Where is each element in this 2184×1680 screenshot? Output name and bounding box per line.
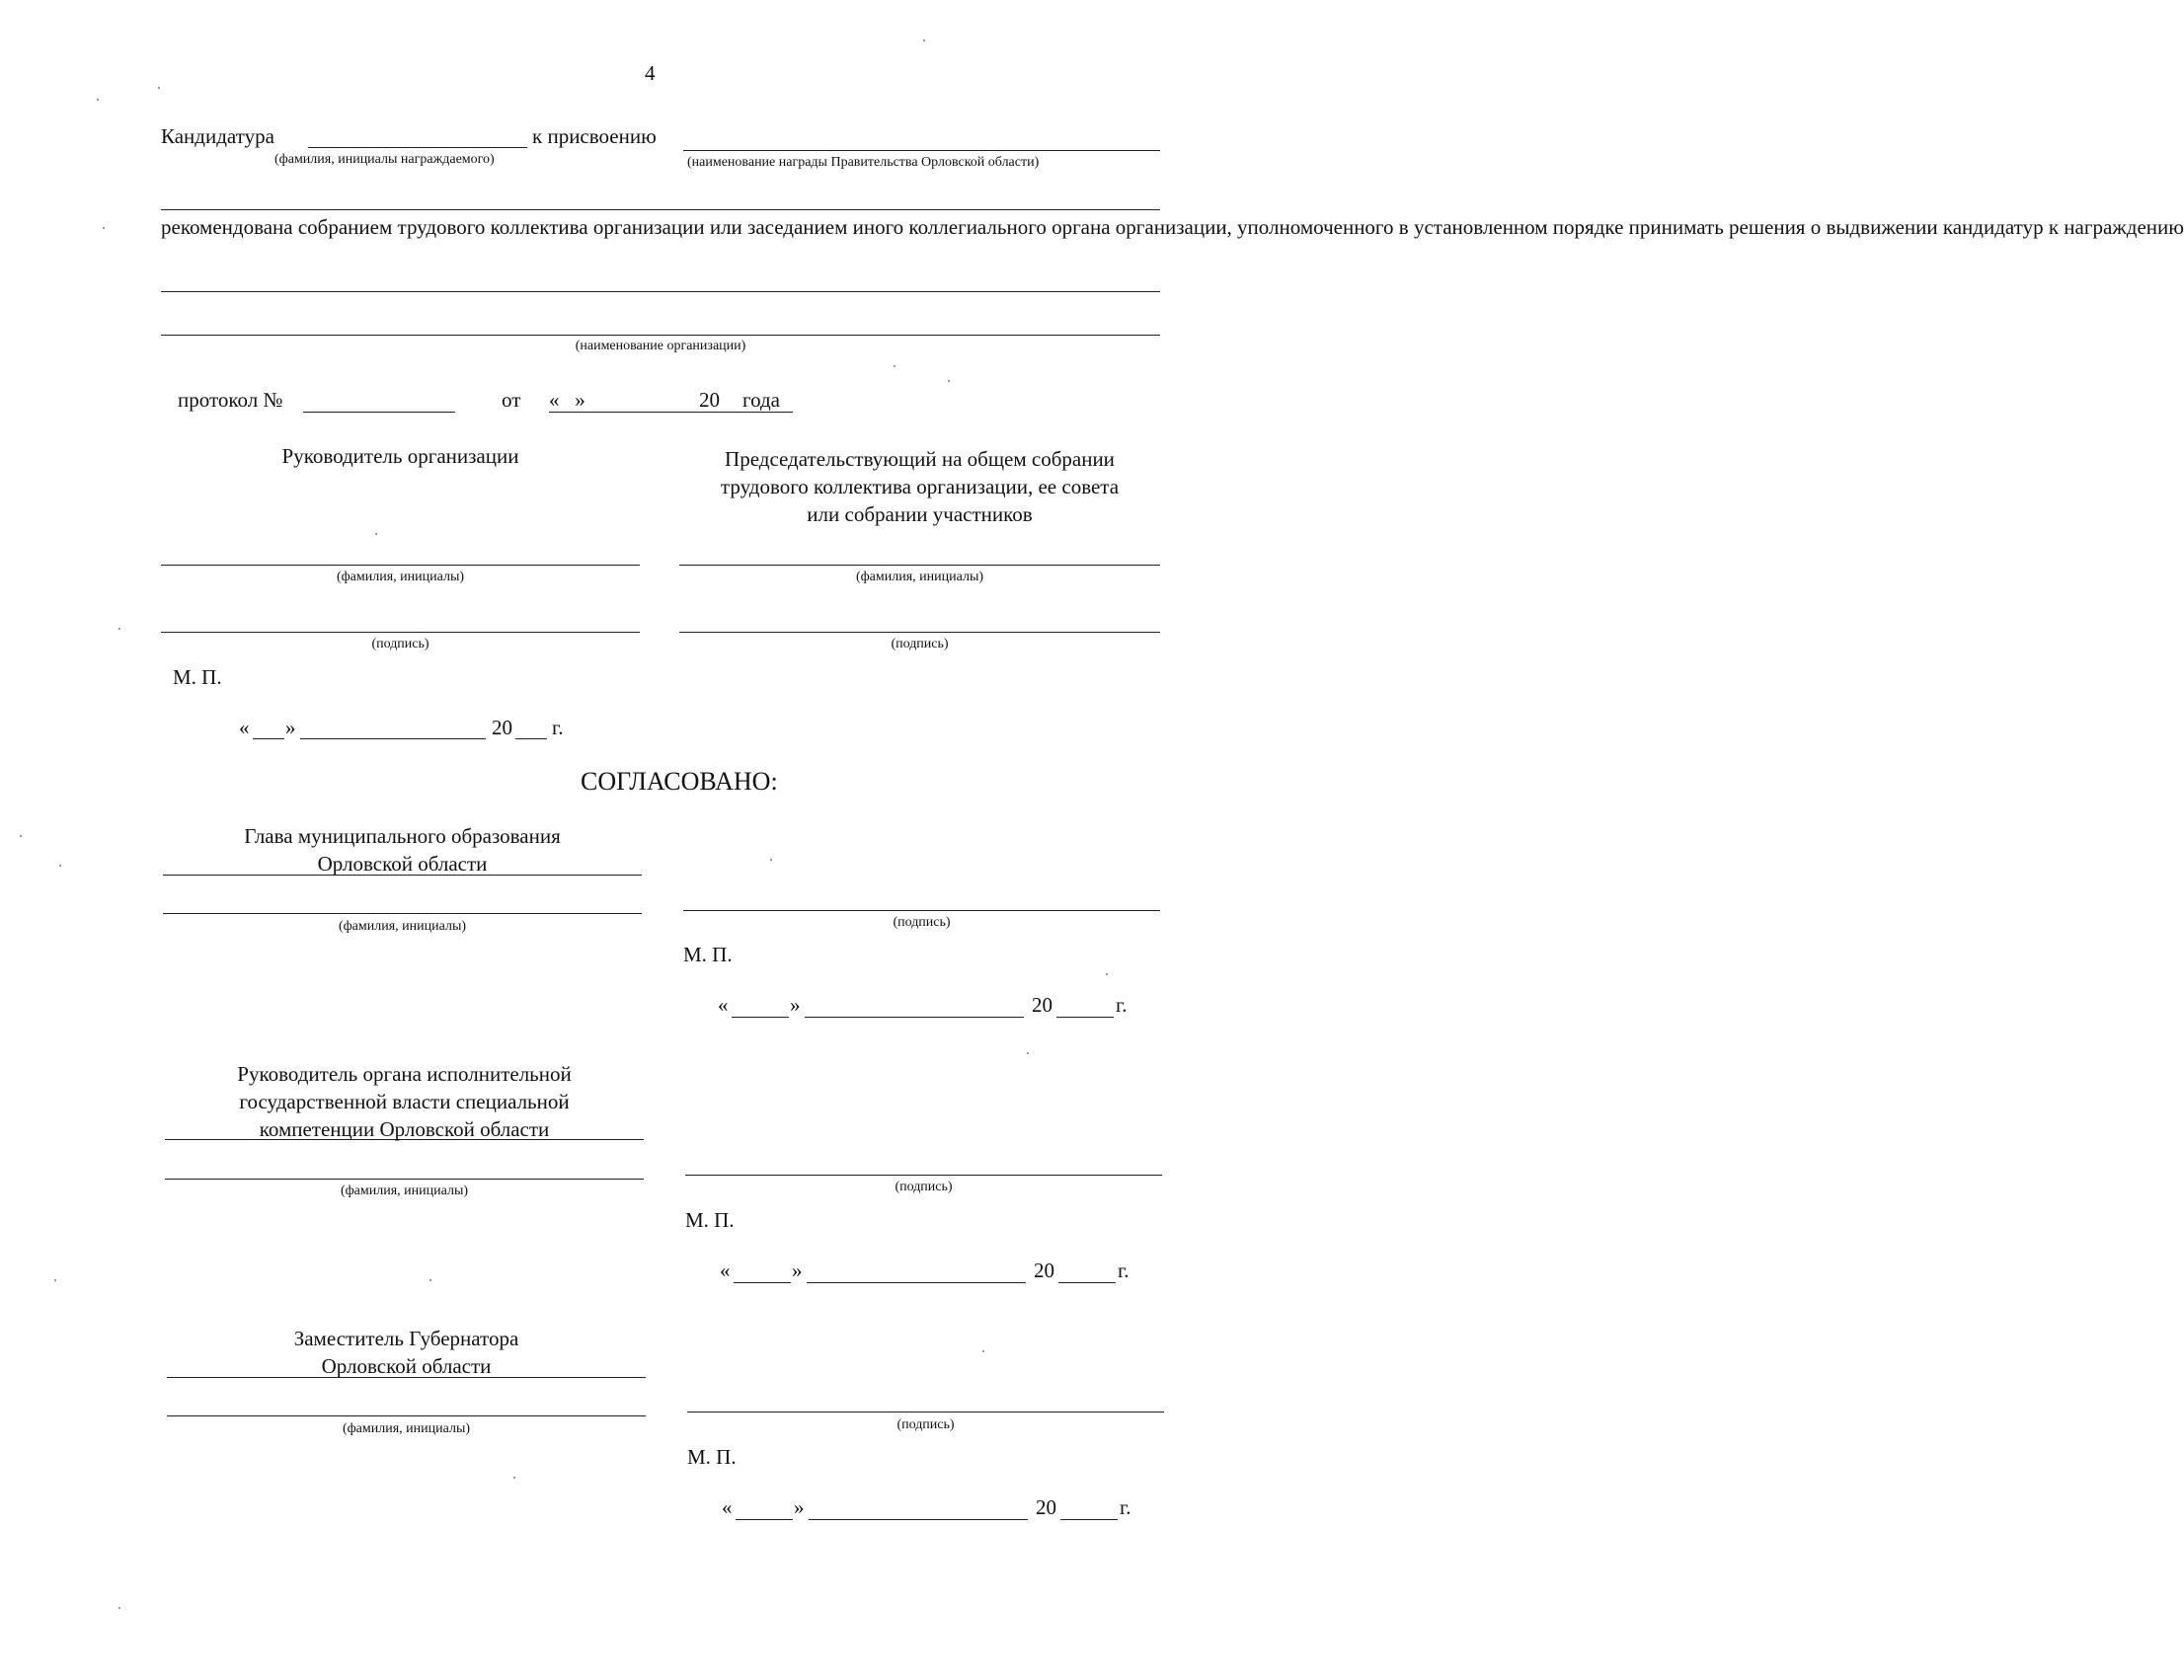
deputy-caption-name: (фамилия, инициалы) <box>342 1421 471 1436</box>
candidate-label: Кандидатура <box>161 124 274 148</box>
date4-day-field[interactable] <box>736 1519 793 1520</box>
date4-year-field[interactable] <box>1060 1519 1118 1520</box>
chair-caption-name: (фамилия, инициалы) <box>855 570 984 584</box>
date3-month-field[interactable] <box>807 1282 1026 1283</box>
scan-speck <box>1106 973 1108 975</box>
chair-title-line3: или собрании участников <box>807 502 1033 526</box>
chair-title-line1: Председательствующий на общем собрании <box>725 447 1115 471</box>
org-head-sign-field[interactable] <box>161 632 640 633</box>
executive-caption-name: (фамилия, инициалы) <box>340 1184 469 1198</box>
date4-open: « <box>722 1495 733 1519</box>
scan-speck <box>923 39 925 41</box>
date1-day-field[interactable] <box>253 738 284 739</box>
date4-g: г. <box>1120 1495 1131 1519</box>
date2-year: 20 <box>1032 993 1053 1017</box>
deputy-title-underline <box>167 1377 646 1378</box>
deputy-name-field[interactable] <box>167 1415 646 1416</box>
date2-g: г. <box>1116 993 1128 1017</box>
award-name-field-continued[interactable] <box>161 209 1160 210</box>
municipal-title-underline <box>163 875 642 876</box>
organization-name-field[interactable] <box>161 335 1160 336</box>
date2-open: « <box>718 993 729 1017</box>
scan-speck <box>1027 1052 1029 1054</box>
protocol-from: от <box>502 388 521 412</box>
protocol-number-field[interactable] <box>303 412 455 413</box>
date1-close: » <box>285 716 296 739</box>
protocol-date-field[interactable] <box>549 412 793 413</box>
chair-title <box>679 445 1160 528</box>
scan-speck <box>118 628 120 630</box>
chair-caption-sign: (подпись) <box>891 637 949 651</box>
date4-close: » <box>794 1495 805 1519</box>
org-head-title: Руководитель организации <box>281 444 519 468</box>
caption-candidate-name: (фамилия, инициалы награждаемого) <box>274 152 495 167</box>
municipal-sign-field[interactable] <box>683 910 1160 911</box>
chair-title-line2: трудового коллектива организации, ее совета <box>720 475 1120 498</box>
award-name-field[interactable] <box>683 150 1160 151</box>
scan-speck <box>894 365 896 367</box>
date2-close: » <box>790 993 801 1017</box>
award-label: к присвоению <box>532 124 657 148</box>
municipal-caption-name: (фамилия, инициалы) <box>338 919 467 934</box>
scan-speck <box>375 533 377 535</box>
municipal-title-line1: Глава муниципального образования <box>244 824 561 848</box>
scan-speck <box>429 1279 431 1281</box>
chair-sign-field[interactable] <box>679 632 1160 633</box>
org-head-name-field[interactable] <box>161 565 640 566</box>
org-head-caption-name: (фамилия, инициалы) <box>336 570 465 584</box>
scan-speck <box>97 99 99 101</box>
executive-name-field[interactable] <box>165 1179 644 1180</box>
municipal-title-line2: Орловской области <box>317 852 488 876</box>
deputy-title <box>167 1325 646 1380</box>
date2-day-field[interactable] <box>732 1017 789 1018</box>
scan-speck <box>59 865 61 867</box>
scan-speck <box>118 1607 120 1609</box>
stamp-place-4: М. П. <box>687 1445 737 1469</box>
date1-year: 20 <box>492 716 512 739</box>
date3-open: « <box>720 1259 731 1282</box>
protocol-label: протокол № <box>178 388 283 412</box>
deputy-caption-sign: (подпись) <box>897 1417 955 1432</box>
date4-month-field[interactable] <box>809 1519 1028 1520</box>
date3-g: г. <box>1118 1259 1130 1282</box>
municipal-name-field[interactable] <box>163 913 642 914</box>
executive-caption-sign: (подпись) <box>895 1180 953 1194</box>
scan-speck <box>20 835 22 837</box>
date3-year: 20 <box>1034 1259 1054 1282</box>
protocol-date-quotes: « » <box>549 388 585 412</box>
stamp-place-2: М. П. <box>683 943 733 966</box>
scan-speck <box>103 227 105 229</box>
scan-speck <box>948 380 950 382</box>
executive-title-underline <box>165 1139 644 1140</box>
scan-speck <box>513 1477 515 1479</box>
stamp-place-1: М. П. <box>173 665 222 689</box>
org-head-caption-sign: (подпись) <box>371 637 429 651</box>
deputy-title-line2: Орловской области <box>321 1354 492 1378</box>
date4-year: 20 <box>1036 1495 1056 1519</box>
municipal-title <box>163 822 642 878</box>
executive-title-line2: государственной власти специальной <box>239 1090 570 1113</box>
date3-year-field[interactable] <box>1058 1282 1116 1283</box>
recommendation-underline <box>161 291 1160 292</box>
executive-title <box>165 1060 644 1143</box>
deputy-sign-field[interactable] <box>687 1412 1164 1413</box>
executive-sign-field[interactable] <box>685 1175 1162 1176</box>
municipal-caption-sign: (подпись) <box>893 915 951 930</box>
date1-month-field[interactable] <box>300 738 486 739</box>
date1-year-field[interactable] <box>515 738 547 739</box>
caption-organization: (наименование организации) <box>575 339 746 353</box>
scan-speck <box>54 1279 56 1281</box>
date1-g: г. <box>552 716 564 739</box>
protocol-year-word: года <box>742 388 780 412</box>
scan-speck <box>158 87 160 89</box>
scan-speck <box>982 1350 984 1352</box>
date3-close: » <box>792 1259 803 1282</box>
deputy-title-line1: Заместитель Губернатора <box>293 1327 519 1350</box>
agreed-heading: СОГЛАСОВАНО: <box>581 767 778 796</box>
chair-name-field[interactable] <box>679 565 1160 566</box>
recommendation-text: рекомендована собранием трудового коллектива организации или заседанием иного коллегиального органа организации, уполномоченного в установленном порядке принимать решения о выдвижении кандидатур к награждению <box>161 215 2184 239</box>
date3-day-field[interactable] <box>734 1282 791 1283</box>
protocol-year: 20 <box>699 388 720 412</box>
stamp-place-3: М. П. <box>685 1208 735 1232</box>
executive-title-line1: Руководитель органа исполнительной <box>237 1062 572 1086</box>
date2-month-field[interactable] <box>805 1017 1024 1018</box>
executive-title-line3: компетенции Орловской области <box>259 1117 550 1141</box>
page-number: 4 <box>645 61 656 85</box>
candidate-name-field[interactable] <box>308 147 527 148</box>
scan-speck <box>770 859 772 861</box>
caption-award-name: (наименование награды Правительства Орловской области) <box>687 155 1040 170</box>
date1-open: « <box>239 716 250 739</box>
date2-year-field[interactable] <box>1056 1017 1114 1018</box>
